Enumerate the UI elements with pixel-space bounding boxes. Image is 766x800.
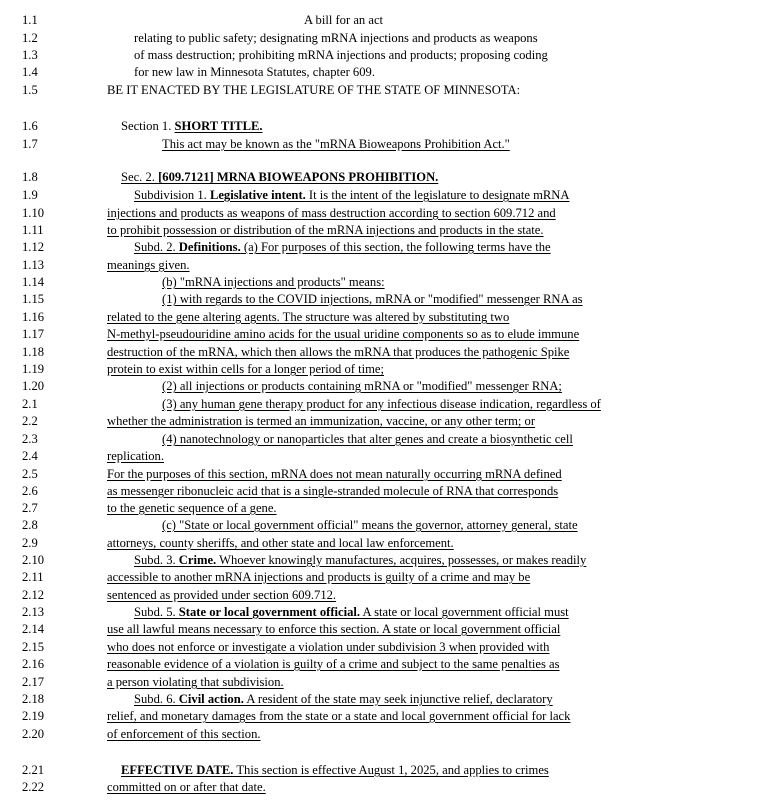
body-text: Sec. 2.	[121, 170, 159, 184]
body-text: of enforcement of this section.	[107, 727, 261, 741]
bill-line	[0, 604, 766, 621]
bill-line	[0, 118, 766, 135]
line-text	[107, 708, 570, 725]
bill-line	[0, 639, 766, 656]
body-text: use all lawful means necessary to enforce this section. A state or local government official	[107, 622, 561, 636]
line-text	[107, 309, 509, 326]
body-text: (4) nanotechnology or nanoparticles that alter genes and create a biosynthetic cell	[162, 432, 573, 446]
bold-heading-text: EFFECTIVE DATE.	[121, 763, 234, 777]
body-text: N-methyl-pseudouridine amino acids for the usual uridine components so as to elude immune	[107, 327, 580, 341]
bill-line	[0, 621, 766, 638]
line-number: 2.19	[22, 709, 45, 723]
line-text	[162, 291, 583, 308]
line-number: 2.12	[22, 588, 45, 602]
bill-line	[0, 187, 766, 204]
line-text	[134, 691, 553, 708]
body-text: Section 1.	[121, 119, 175, 133]
bill-line	[0, 47, 766, 64]
line-number: 2.16	[22, 657, 45, 671]
body-text: committed on or after that date.	[107, 780, 266, 794]
line-text	[121, 169, 438, 186]
line-text	[107, 639, 549, 656]
bill-line	[0, 708, 766, 725]
bold-heading-text: Crime.	[178, 553, 217, 567]
bill-line	[0, 517, 766, 534]
body-text: BE IT ENACTED BY THE LEGISLATURE OF THE STATE OF MINNESOTA:	[107, 83, 521, 97]
line-text	[107, 656, 560, 673]
bill-line	[0, 552, 766, 569]
body-text: as messenger ribonucleic acid that is a single-stranded molecule of RNA that corresponds	[107, 484, 559, 498]
bold-heading-text: [609.7121] MRNA BIOWEAPONS PROHIBITION.	[158, 170, 439, 184]
line-text	[162, 431, 573, 448]
bill-line	[0, 396, 766, 413]
bill-line	[0, 656, 766, 673]
line-text	[134, 552, 586, 569]
line-number: 2.6	[22, 484, 38, 498]
bill-line	[0, 726, 766, 743]
line-text	[162, 274, 385, 291]
line-text	[107, 587, 336, 604]
bill-line	[0, 169, 766, 186]
bill-line	[0, 762, 766, 779]
body-text: accessible to another mRNA injections and products is guilty of a crime and may be	[107, 570, 531, 584]
bill-line	[0, 274, 766, 291]
body-text: This section is effective August 1, 2025, and applies to crimes	[233, 763, 549, 777]
body-text: a person violating that subdivision.	[107, 675, 284, 689]
body-text: Subd. 6.	[134, 692, 179, 706]
line-number: 2.21	[22, 763, 45, 777]
line-number: 1.5	[22, 83, 38, 97]
bill-line	[0, 674, 766, 691]
line-number: 2.3	[22, 432, 38, 446]
bill-line	[0, 222, 766, 239]
body-text: reasonable evidence of a violation is guilty of a crime and subject to the same penalties as	[107, 657, 560, 671]
bold-heading-text: SHORT TITLE.	[174, 119, 263, 133]
bill-line	[0, 30, 766, 47]
body-text: (3) any human gene therapy product for any infectious disease indication, regardless of	[162, 397, 601, 411]
body-text: to the genetic sequence of a gene.	[107, 501, 277, 515]
body-text: This act may be known as the "mRNA Bioweapons Prohibition Act."	[162, 137, 510, 151]
line-number: 2.14	[22, 622, 45, 636]
body-text: sentenced as provided under section 609.712.	[107, 588, 337, 602]
line-text	[121, 762, 549, 779]
body-text: Subd. 3.	[134, 553, 179, 567]
bill-line	[0, 344, 766, 361]
line-text	[162, 517, 578, 534]
body-text: attorneys, county sheriffs, and other state and local law enforcement.	[107, 536, 454, 550]
line-number: 2.9	[22, 536, 38, 550]
line-number: 1.19	[22, 362, 45, 376]
body-text: A state or local government official must	[360, 605, 569, 619]
line-number: 2.11	[22, 570, 44, 584]
body-text: for new law in Minnesota Statutes, chapter 609.	[134, 65, 375, 79]
line-number: 2.2	[22, 414, 38, 428]
bill-line	[0, 413, 766, 430]
bill-line	[0, 500, 766, 517]
line-number: 1.6	[22, 119, 38, 133]
bill-line	[0, 569, 766, 586]
line-text	[134, 30, 538, 47]
bill-line	[0, 64, 766, 81]
body-text: Whoever knowingly manufactures, acquires, possesses, or makes readily	[216, 553, 587, 567]
bill-line	[0, 691, 766, 708]
body-text: relating to public safety; designating mRNA injections and products as weapons	[134, 31, 538, 45]
line-number: 1.7	[22, 137, 38, 151]
body-text: of mass destruction; prohibiting mRNA injections and products; proposing coding	[134, 48, 548, 62]
line-text	[134, 64, 375, 81]
line-number: 2.1	[22, 397, 38, 411]
line-number: 2.10	[22, 553, 45, 567]
body-text: Subd. 2.	[134, 240, 179, 254]
body-text: who does not enforce or investigate a violation under subdivision 3 when provided with	[107, 640, 550, 654]
line-number: 2.15	[22, 640, 45, 654]
bill-line	[0, 587, 766, 604]
line-text	[107, 535, 454, 552]
body-text: destruction of the mRNA, which then allows the mRNA that produces the pathogenic Spike	[107, 345, 570, 359]
line-number: 1.9	[22, 188, 38, 202]
bill-line	[0, 239, 766, 256]
bold-heading-text: Definitions.	[178, 240, 241, 254]
line-number: 1.18	[22, 345, 45, 359]
line-text	[107, 344, 569, 361]
bill-line	[0, 12, 766, 29]
line-number: 2.4	[22, 449, 38, 463]
body-text: replication.	[107, 449, 164, 463]
line-text	[107, 205, 556, 222]
line-number: 1.12	[22, 240, 45, 254]
body-text: (1) with regards to the COVID injections, mRNA or "modified" messenger RNA as	[162, 292, 583, 306]
body-text: Subdivision 1.	[134, 188, 210, 202]
bill-line	[0, 309, 766, 326]
line-text	[107, 326, 579, 343]
bill-line	[0, 779, 766, 796]
body-text: (a) For purposes of this section, the following terms have the	[240, 240, 551, 254]
line-number: 1.14	[22, 275, 45, 289]
line-number: 1.13	[22, 258, 45, 272]
line-number: 1.16	[22, 310, 45, 324]
line-text	[107, 674, 284, 691]
line-text	[134, 239, 551, 256]
bill-line	[0, 82, 766, 99]
line-number: 1.1	[22, 13, 38, 27]
line-number: 2.13	[22, 605, 45, 619]
bill-line	[0, 466, 766, 483]
body-text: injections and products as weapons of mass destruction according to section 609.712 and	[107, 206, 556, 220]
line-text	[107, 466, 562, 483]
line-number: 1.8	[22, 170, 38, 184]
bold-heading-text: Legislative intent.	[209, 188, 306, 202]
body-text: (2) all injections or products containing mRNA or "modified" messenger RNA;	[162, 379, 562, 393]
line-text	[107, 779, 266, 796]
body-text: relief, and monetary damages from the state or a state and local government official for lack	[107, 709, 571, 723]
line-number: 2.22	[22, 780, 45, 794]
line-text	[121, 118, 263, 135]
line-text	[107, 222, 544, 239]
line-text	[162, 396, 601, 413]
body-text: (c) "State or local government official" means the governor, attorney general, state	[162, 518, 578, 532]
body-text: related to the gene altering agents. The structure was altered by substituting two	[107, 310, 510, 324]
line-text	[107, 726, 261, 743]
line-text	[107, 361, 384, 378]
line-number: 2.5	[22, 467, 38, 481]
bold-heading-text: State or local government official.	[178, 605, 361, 619]
line-text	[107, 257, 190, 274]
bill-line	[0, 257, 766, 274]
line-number: 2.17	[22, 675, 45, 689]
line-number: 1.10	[22, 206, 45, 220]
line-number: 1.4	[22, 65, 38, 79]
bill-line	[0, 483, 766, 500]
line-text	[134, 604, 569, 621]
line-text	[107, 621, 560, 638]
body-text: protein to exist within cells for a longer period of time;	[107, 362, 384, 376]
line-text	[304, 12, 383, 29]
line-text	[107, 413, 535, 430]
bill-line	[0, 136, 766, 153]
body-text: A bill for an act	[304, 13, 384, 27]
line-number: 1.3	[22, 48, 38, 62]
line-number: 1.20	[22, 379, 45, 393]
line-text	[162, 378, 562, 395]
line-number: 1.11	[22, 223, 44, 237]
line-text	[162, 136, 510, 153]
bill-line	[0, 431, 766, 448]
line-text	[107, 483, 558, 500]
body-text: Subd. 5.	[134, 605, 179, 619]
line-text	[107, 448, 164, 465]
bill-line	[0, 291, 766, 308]
line-number: 1.15	[22, 292, 45, 306]
line-number: 2.8	[22, 518, 38, 532]
body-text: It is the intent of the legislature to designate mRNA	[305, 188, 570, 202]
bill-line	[0, 535, 766, 552]
line-number: 2.20	[22, 727, 45, 741]
body-text: For the purposes of this section, mRNA does not mean naturally occurring mRNA defined	[107, 467, 562, 481]
body-text: whether the administration is termed an immunization, vaccine, or any other term; or	[107, 414, 536, 428]
line-number: 1.2	[22, 31, 38, 45]
bill-line	[0, 448, 766, 465]
body-text: (b) "mRNA injections and products" means:	[162, 275, 385, 289]
body-text: meanings given.	[107, 258, 190, 272]
line-number: 2.18	[22, 692, 45, 706]
line-text	[107, 82, 520, 99]
line-text	[134, 187, 570, 204]
line-text	[107, 569, 530, 586]
bill-line	[0, 205, 766, 222]
bold-heading-text: Civil action.	[178, 692, 244, 706]
line-text	[134, 47, 548, 64]
bill-line	[0, 361, 766, 378]
body-text: A resident of the state may seek injunctive relief, declaratory	[243, 692, 553, 706]
line-text	[107, 500, 277, 517]
line-number: 1.17	[22, 327, 45, 341]
line-number: 2.7	[22, 501, 38, 515]
body-text: to prohibit possession or distribution of the mRNA injections and products in the state.	[107, 223, 544, 237]
bill-line	[0, 326, 766, 343]
bill-line	[0, 378, 766, 395]
